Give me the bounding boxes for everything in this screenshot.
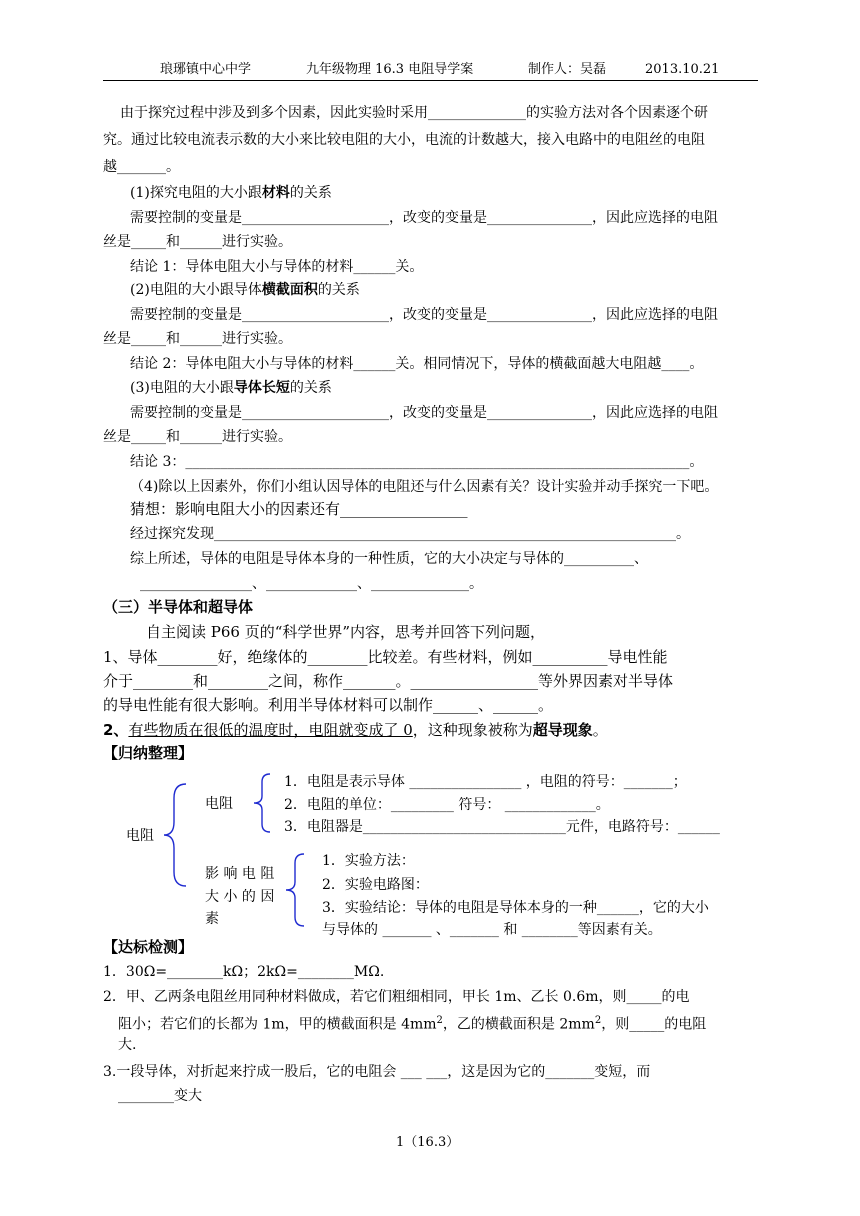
found-line: 经过探究发现__________________________________________________________________。 (130, 526, 690, 542)
check-q2-line3: 大. (118, 1037, 137, 1053)
b2-item-4: 与导体的 _______ 、_______ 和 ________等因素有关。 (322, 922, 662, 938)
s2-wires: 丝是_____和______进行实验。 (103, 331, 292, 347)
intro-line-1: 由于探究过程中涉及到多个因素，因此实验时采用______________的实验方法对各个因素逐个研 (120, 105, 708, 121)
branch-factors-1: 影 响 电 阻 (205, 866, 275, 882)
s1-wires: 丝是_____和______进行实验。 (103, 234, 292, 250)
root-brace (160, 780, 190, 890)
header-date: 2013.10.21 (645, 62, 720, 77)
s3-heading: (3)电阻的大小跟导体长短的关系 (130, 380, 332, 396)
branch1-brace (250, 772, 272, 834)
check-q3-line2: ________变大 (118, 1088, 202, 1104)
superconductor-underlined: 有些物质在很低的温度时，电阻就变成了 0 (128, 721, 413, 739)
s4-prompt: （4)除以上因素外，你们小组认因导体的电阻还与什么因素有关？设计实验并动手探究一下吧。 (130, 479, 719, 495)
s3-keyword: 导体长短 (233, 380, 290, 396)
mindmap-root: 电阻 (126, 828, 154, 844)
check-q2-line2: 阻小；若它们的长都为 1m，甲的横截面积是 $4mm^2$，乙的横截面积是 $2mm^2$，则_____的电阻 (118, 1015, 707, 1033)
semis-reading: 自主阅读 P66 页的“科学世界”内容，思考并回答下列问题， (146, 623, 546, 641)
s3-conclusion: 结论 3：________________________________________________________________________。 (130, 454, 704, 470)
branch-resistance: 电阻 (205, 796, 233, 812)
page-footer: 1（16.3） (396, 1135, 460, 1150)
b1-item-1: 1．电阻是表示导体 ________________ ，电阻的符号：_______； (284, 774, 687, 790)
branch2-brace (282, 852, 306, 928)
check-title: 【达标检测】 (103, 938, 194, 956)
summary-line-1: 综上所述，导体的电阻是导体本身的一种性质，它的大小决定与导体的__________、 (130, 551, 648, 567)
semis-q1-line3: 的导电性能有很大影响。利用半导体材料可以制作______、______。 (103, 696, 554, 714)
header-rule (103, 80, 758, 81)
s2-keyword: 横截面积 (261, 282, 318, 298)
s2-variables: 需要控制的变量是_____________________，改变的变量是_______________，因此应选择的电阻 (130, 307, 718, 323)
s1-heading: (1)探究电阻的大小跟材料的关系 (130, 185, 332, 201)
semis-title: （三）半导体和超导体 (103, 598, 254, 616)
semis-q2: 2、有些物质在很低的温度时，电阻就变成了 0，这种现象被称为超导现象。 (103, 721, 608, 739)
superconductor-keyword: 超导现象 (532, 721, 593, 739)
header-author: 制作人：吴磊 (528, 62, 607, 77)
b1-item-2: 2．电阻的单位：_________ 符号： _____________。 (284, 797, 610, 813)
s2-heading: (2)电阻的大小跟导体横截面积的关系 (130, 282, 360, 298)
semis-q1-line2: 介于________和________之间，称作_______。_________________等外界因素对半导体 (103, 672, 674, 690)
b2-item-1: 1．实验方法： (322, 853, 415, 869)
b1-item-3: 3．电阻器是_____________________________元件，电路符号：______ (284, 819, 720, 835)
semis-q1-line1: 1、导体________好，绝缘体的________比较差。有些材料，例如__________导电性能 (103, 648, 668, 666)
intro-line-3: 越_______。 (103, 159, 180, 175)
s3-variables: 需要控制的变量是_____________________，改变的变量是_______________，因此应选择的电阻 (130, 405, 718, 421)
b2-item-2: 2．实验电路图： (322, 877, 429, 893)
s2-conclusion: 结论 2：导体电阻大小与导体的材料______关。相同情况下，导体的横截面越大电阻越____。 (130, 356, 704, 372)
header-course: 九年级物理 16.3 电阻导学案 (306, 62, 474, 77)
intro-line-2: 究。通过比较电流表示数的大小来比较电阻的大小，电流的计数越大，接入电路中的电阻丝的电阻 (103, 132, 705, 148)
branch-factors-3: 素 (205, 911, 219, 927)
s1-keyword: 材料 (261, 185, 290, 201)
summary-line-2: ________________、_____________、______________。 (140, 576, 483, 592)
s3-wires: 丝是_____和______进行实验。 (103, 429, 292, 445)
b2-item-3: 3．实验结论：导体的电阻是导体本身的一种______，它的大小 (322, 900, 709, 916)
check-q1: 1．30Ω=________kΩ；2kΩ=________MΩ. (103, 964, 385, 980)
check-q3-line1: 3.一段导体，对折起来拧成一股后，它的电阻会 ___ ___，这是因为它的_______变短，而 (103, 1064, 651, 1080)
s1-variables: 需要控制的变量是_____________________，改变的变量是_______________，因此应选择的电阻 (130, 210, 718, 226)
branch-factors-2: 大 小 的 因 (205, 889, 275, 905)
guess-line: 猜想：影响电阻大小的因素还有_________________ (130, 500, 468, 518)
summary-title: 【归纳整理】 (103, 744, 194, 762)
header-school: 琅琊镇中心中学 (160, 62, 252, 77)
check-q2-line1: 2．甲、乙两条电阻丝用同种材料做成，若它们粗细相同，甲长 1m、乙长 0.6m，则_____的电 (103, 989, 690, 1005)
s1-conclusion: 结论 1：导体电阻大小与导体的材料______关。 (130, 259, 424, 275)
